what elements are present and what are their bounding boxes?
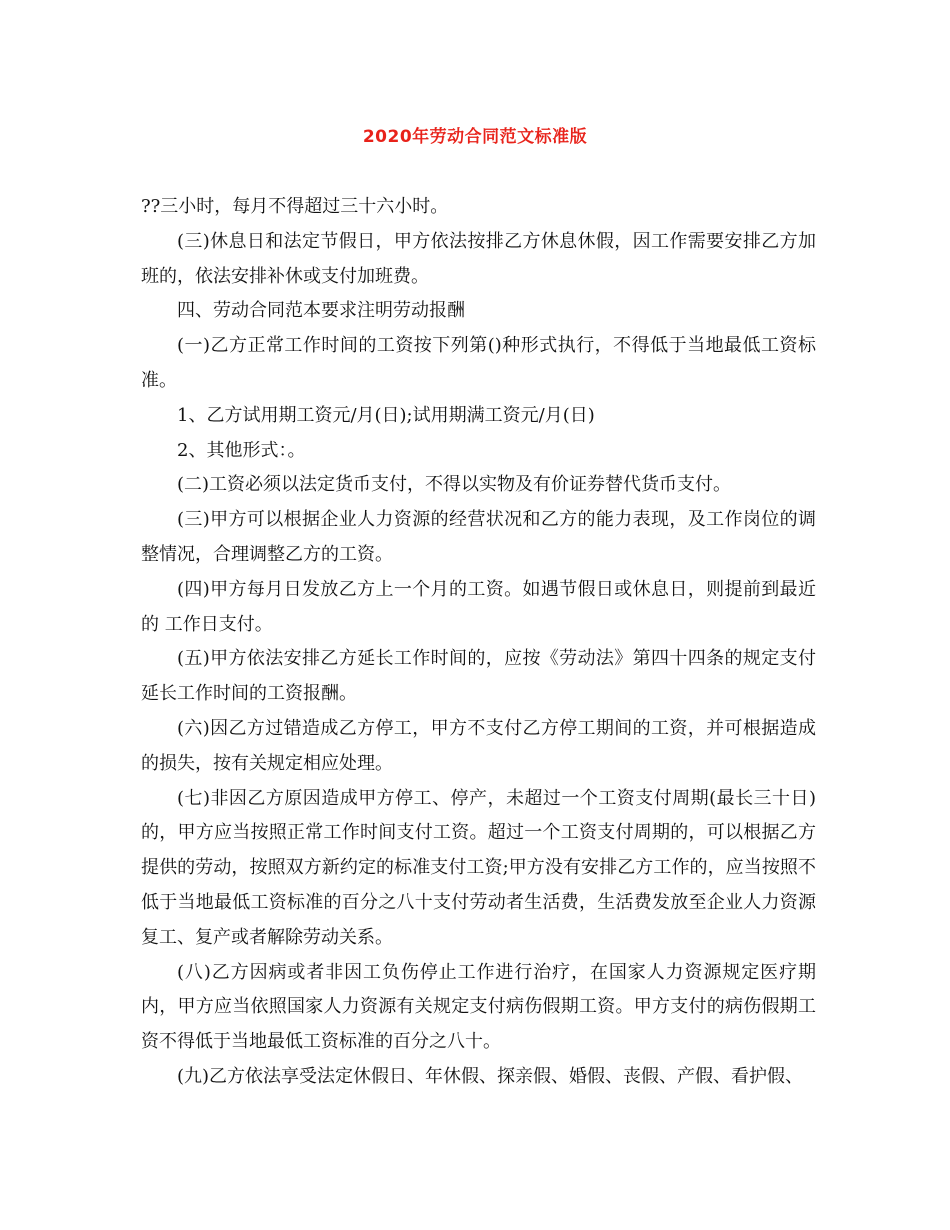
paragraph: (七)非因乙方原因造成甲方停工、停产，未超过一个工资支付周期(最长三十日)的，甲方应当按照正常工作时间支付工资。超过一个工资支付周期的，可以根据乙方提供的劳动，按照双方新约定的标准支付工资;甲方没有安排乙方工作的，应当按照不低于当地最低工资标准的百分之八十支付劳动者生活费，生活费发放至企业人力资源复工、复产或者解除劳动关系。 xyxy=(141,787,816,948)
paragraph: (五)甲方依法安排乙方延长工作时间的，应按《劳动法》第四十四条的规定支付延长工作时间的工资报酬。 xyxy=(141,648,816,705)
section-heading: 四、劳动合同范本要求注明劳动报酬 xyxy=(177,300,465,322)
paragraph: 1、乙方试用期工资元/月(日);试用期满工资元/月(日) xyxy=(177,404,595,426)
paragraph: (六)因乙方过错造成乙方停工，甲方不支付乙方停工期间的工资，并可根据造成的损失，按有关规定相应处理。 xyxy=(141,717,816,774)
paragraph: (三)甲方可以根据企业人力资源的经营状况和乙方的能力表现，及工作岗位的调整情况，合理调整乙方的工资。 xyxy=(141,509,816,565)
paragraph: (八)乙方因病或者非因工负伤停止工作进行治疗，在国家人力资源规定医疗期内，甲方应当依照国家人力资源有关规定支付病伤假期工资。甲方支付的病伤假期工资不得低于当地最低工资标准的百分之八十。 xyxy=(141,961,816,1053)
paragraph: (三)休息日和法定节假日，甲方依法按排乙方休息休假，因工作需要安排乙方加班的，依法安排补休或支付加班费。 xyxy=(141,230,816,287)
paragraph: (四)甲方每月日发放乙方上一个月的工资。如遇节假日或休息日，则提前到最近的 工作日支付。 xyxy=(141,578,816,635)
document-title: 2020年劳动合同范文标准版 xyxy=(362,127,588,147)
paragraph: ??三小时，每月不得超过三十六小时。 xyxy=(141,196,449,217)
document-body xyxy=(141,190,816,1095)
paragraph: 2、其他形式：。 xyxy=(177,439,306,461)
paragraph: (九)乙方依法享受法定休假日、年休假、探亲假、婚假、丧假、产假、看护假、 xyxy=(177,1065,804,1087)
paragraph: (二)工资必须以法定货币支付，不得以实物及有价证券替代货币支付。 xyxy=(177,474,732,496)
paragraph: (一)乙方正常工作时间的工资按下列第()种形式执行，不得低于当地最低工资标准。 xyxy=(141,335,816,391)
